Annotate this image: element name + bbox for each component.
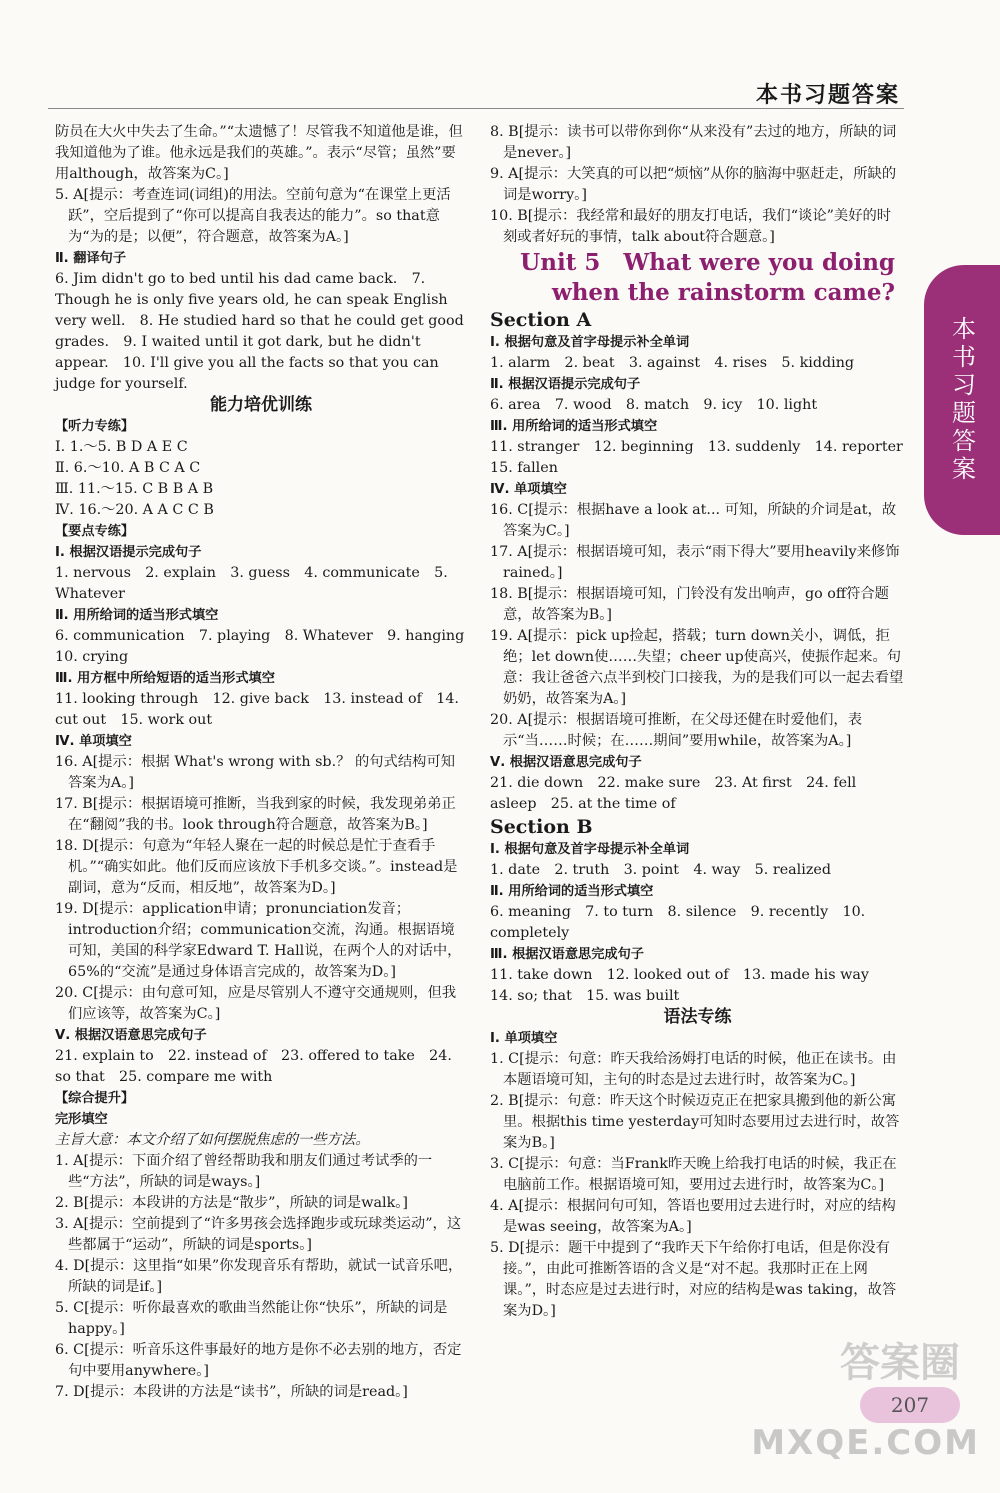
left-paragraph: 6. communication 7. playing 8. Whatever 9. hanging 10. crying [55, 628, 479, 665]
right-paragraph: 1. C[提示：句意：昨天我给汤姆打电话的时候，他正在读书。由本题语境可知，主句的时态是过去进行时，故答案为C。] [490, 1051, 897, 1088]
right-paragraph: 语法专练 [663, 1007, 732, 1027]
right-paragraph: 17. A[提示：根据语境可知，表示“雨下得大”要用heavily来修饰rained。] [490, 544, 900, 581]
right-paragraph: Ⅰ. 根据句意及首字母提示补全单词 [490, 842, 690, 857]
right-paragraph: 5. D[提示：题干中提到了“我昨天下午给你打电话，但是你没有接。”，由此可推断答语的含义是“对不起。我那时正在上网课。”，时态应是过去进行时，对应的结构是was taking，故答案为D。] [490, 1240, 897, 1319]
page-number: 207 [860, 1387, 960, 1423]
right-paragraph: 1. date 2. truth 3. point 4. way 5. realized [490, 862, 831, 878]
right-paragraph: 4. A[提示：根据问句可知，答语也要用过去进行时，对应的结构是was seeing，故答案为A。] [490, 1198, 896, 1235]
left-paragraph: Ⅴ. 根据汉语意思完成句子 [55, 1028, 207, 1043]
side-tab [924, 265, 1000, 535]
left-paragraph: Ⅰ. 根据汉语提示完成句子 [55, 545, 202, 560]
left-paragraph: Ⅱ. 6.～10. A B C A C [55, 460, 201, 476]
right-paragraph: Ⅴ. 根据汉语意思完成句子 [490, 755, 642, 770]
right-paragraph: 18. B[提示：根据语境可知，门铃没有发出响声，go off符合题意，故答案为B。] [490, 586, 889, 623]
right-paragraph: 2. B[提示：句意：昨天这个时候迈克正在把家具搬到他的新公寓里。根据this time yesterday可知时态要用过去进行时，故答案为B。] [490, 1093, 900, 1151]
right-paragraph: 1. alarm 2. beat 3. against 4. rises 5. kidding [490, 355, 855, 371]
left-paragraph: 2. B[提示：本段讲的方法是“散步”，所缺的词是walk。] [55, 1195, 408, 1211]
side-tab-label: 本书习题答案 [947, 316, 976, 484]
right-column [490, 122, 918, 1322]
left-paragraph: Ⅲ. 11.～15. C B B A B [55, 481, 214, 497]
left-paragraph: 5. A[提示：考查连词(词组)的用法。空前句意为“在课堂上更活跃”，空后提到了“你可以提高自我表达的能力”。so that意为“为的是；以便”，符合题意，故答案为A。] [55, 187, 451, 245]
right-paragraph: 20. A[提示：根据语境可推断，在父母还健在时爱他们，表示“当……时候；在……期间”要用while，故答案为A。] [490, 712, 863, 749]
left-paragraph: 16. A[提示：根据 What's wrong with sb.？ 的句式结构可知答案为A。] [55, 754, 456, 791]
header-title: 本书习题答案 [755, 82, 900, 108]
right-paragraph: Ⅱ. 用所给词的适当形式填空 [490, 884, 654, 899]
right-paragraph: 6. meaning 7. to turn 8. silence 9. recently 10. completely [490, 904, 866, 941]
left-paragraph: Ⅱ. 翻译句子 [55, 251, 127, 266]
watermark-url: MXQE.COM [751, 1423, 980, 1463]
left-paragraph: 21. explain to 22. instead of 23. offered to take 24. so that 25. compare me with [55, 1048, 452, 1085]
right-paragraph: Ⅳ. 单项填空 [490, 482, 567, 497]
right-paragraph: Unit 5 What were you doing when the rainstorm came? [520, 249, 895, 306]
right-paragraph: Ⅲ. 用所给词的适当形式填空 [490, 419, 658, 434]
left-paragraph: 6. Jim didn't go to bed until his dad came back. 7. Though he is only five years old, he can speak English very well. 8. He studied hard so that he could get good grades. 9. I waited until it got dark, but he didn't appear. 10. I'll give you all the facts so that you can judge for yourself. [55, 271, 464, 392]
left-paragraph: 20. C[提示：由句意可知，应是尽管别人不遵守交通规则，但我们应该等，故答案为C。] [55, 985, 457, 1022]
left-paragraph: 【综合提升】 [55, 1091, 135, 1106]
left-paragraph: 19. D[提示：application申请；pronunciation发音；introduction介绍；communication交流，沟通。根据语境可知，美国的科学家Edward T. Hall说，在两个人的对话中，65%的“交流”是通过身体语言完成的，故答案为D。] [55, 901, 462, 980]
left-paragraph: 防员在大火中失去了生命。”“太遗憾了！尽管我不知道他是谁，但我知道他为了谁。他永远是我们的英雄。”。表示“尽管；虽然”要用although，故答案为C。] [55, 124, 463, 182]
right-paragraph: 19. A[提示：pick up捡起，搭载；turn down关小，调低，拒绝；let down使……失望；cheer up使高兴，使振作起来。句意：我让爸爸六点半到校门口接我，为的是我们可以一起去看望奶奶，故答案为A。] [490, 628, 904, 707]
right-paragraph: Section B [490, 816, 593, 838]
left-paragraph: Ⅲ. 用方框中所给短语的适当形式填空 [55, 671, 275, 686]
right-paragraph: 10. B[提示：我经常和最好的朋友打电话，我们“谈论”美好的时刻或者好玩的事情，talk about符合题意。] [490, 208, 892, 245]
right-paragraph: Ⅰ. 根据句意及首字母提示补全单词 [490, 335, 690, 350]
left-paragraph: 4. D[提示：这里指“如果”你发现音乐有帮助，就试一试音乐吧，所缺的词是if。] [55, 1258, 463, 1295]
left-paragraph: 3. A[提示：空前提到了“许多男孩会选择跑步或玩球类运动”，这些都属于“运动”，所缺的词是sports。] [55, 1216, 462, 1253]
left-paragraph: Ⅱ. 用所给词的适当形式填空 [55, 608, 219, 623]
left-paragraph: 完形填空 [55, 1112, 108, 1127]
right-paragraph: Ⅰ. 单项填空 [490, 1031, 558, 1046]
left-paragraph: 18. D[提示：句意为“年轻人聚在一起的时候总是忙于查看手机。”“确实如此。他们反而应该放下手机多交谈。”。instead是副词，意为“反而，相反地”，故答案为D。] [55, 838, 458, 896]
right-paragraph: 9. A[提示：大笑真的可以把“烦恼”从你的脑海中驱赶走，所缺的词是worry。] [490, 166, 897, 203]
left-paragraph: 【听力专练】 [55, 419, 135, 434]
right-paragraph: 21. die down 22. make sure 23. At first 24. fell asleep 25. at the time of [490, 775, 857, 812]
left-paragraph: 17. B[提示：根据语境可推断，当我到家的时候，我发现弟弟正在“翻阅”我的书。look through符合题意，故答案为B。] [55, 796, 456, 833]
left-paragraph: 5. C[提示：听你最喜欢的歌曲当然能让你“快乐”，所缺的词是happy。] [55, 1300, 448, 1337]
left-paragraph: Ⅳ. 16.～20. A A C C B [55, 502, 214, 518]
left-paragraph: 1. A[提示：下面介绍了曾经帮助我和朋友们通过考试季的一些“方法”，所缺的词是ways。] [55, 1153, 433, 1190]
left-paragraph: 主旨大意：本文介绍了如何摆脱焦虑的一些方法。 [55, 1132, 370, 1148]
left-paragraph: Ⅳ. 单项填空 [55, 734, 132, 749]
left-paragraph: 6. C[提示：听音乐这件事最好的地方是你不必去别的地方，否定句中要用anywhere。] [55, 1342, 462, 1379]
left-paragraph: 11. looking through 12. give back 13. instead of 14. cut out 15. work out [55, 691, 459, 728]
right-paragraph: 8. B[提示：读书可以带你到你“从来没有”去过的地方，所缺的词是never。] [490, 124, 897, 161]
left-paragraph: 【要点专练】 [55, 524, 135, 539]
right-paragraph: Section A [490, 309, 592, 331]
right-paragraph: 3. C[提示：句意：当Frank昨天晚上给我打电话的时候，我正在电脑前工作。根据语境可知，要用过去进行时，故答案为C。] [490, 1156, 897, 1193]
left-paragraph: 7. D[提示：本段讲的方法是“读书”，所缺的词是read。] [55, 1384, 408, 1400]
right-paragraph: Ⅲ. 根据汉语意思完成句子 [490, 947, 644, 962]
right-paragraph: 11. stranger 12. beginning 13. suddenly 14. reporter 15. fallen [490, 439, 918, 476]
watermark-logo: 答案圈 [840, 1339, 960, 1386]
header-rule [48, 108, 904, 109]
left-paragraph: Ⅰ. 1.～5. B D A E C [55, 439, 188, 455]
right-paragraph: 11. take down 12. looked out of 13. made his way 14. so; that 15. was built [490, 967, 884, 1004]
left-paragraph: 1. nervous 2. explain 3. guess 4. communicate 5. Whatever [55, 565, 448, 602]
left-paragraph: 能力培优训练 [210, 395, 312, 415]
left-column [55, 122, 479, 1403]
right-paragraph: 16. C[提示：根据have a look at... 可知，所缺的介词是at，故答案为C。] [490, 502, 897, 539]
right-paragraph: Ⅱ. 根据汉语提示完成句子 [490, 377, 641, 392]
right-paragraph: 6. area 7. wood 8. match 9. icy 10. light [490, 397, 818, 413]
